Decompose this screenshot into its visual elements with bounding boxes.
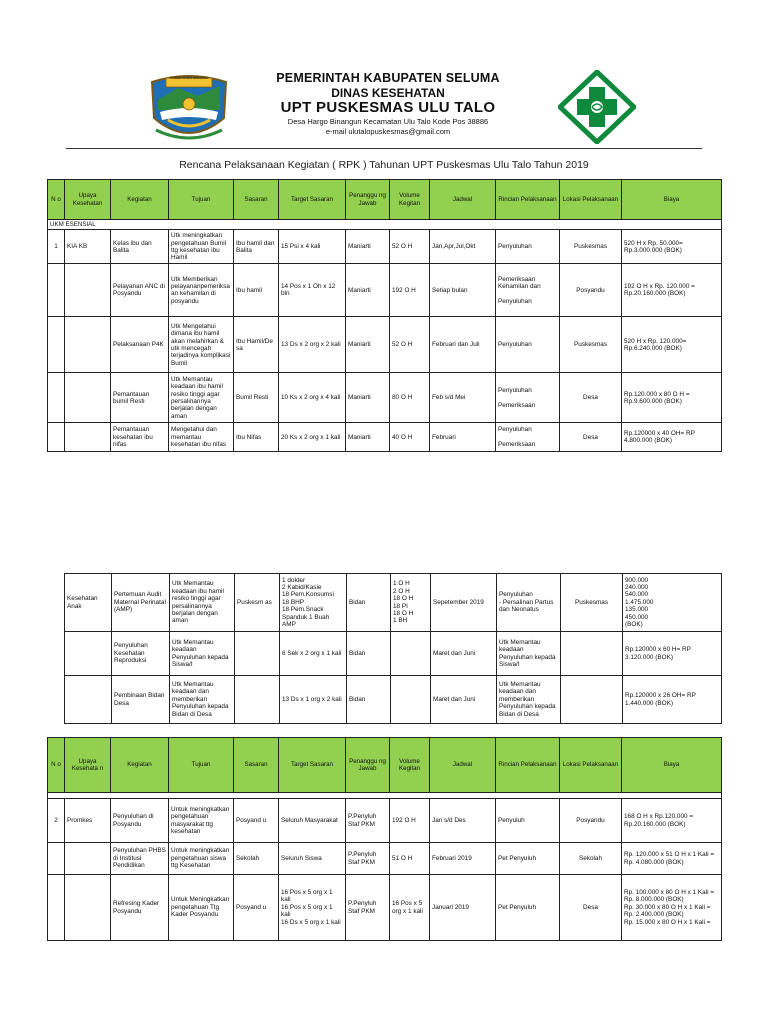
cell-lokasi: Puskesmas bbox=[560, 230, 622, 264]
cell-pj: Maniarti bbox=[346, 373, 390, 423]
column-header: Volume Kegitan bbox=[390, 180, 430, 220]
cell-no bbox=[48, 373, 65, 423]
cell-upaya bbox=[65, 373, 111, 423]
cell-target: 15 Psi x 4 kali bbox=[279, 230, 346, 264]
rpk-table-part3 bbox=[47, 737, 722, 941]
cell-sasaran: Posyand u bbox=[234, 799, 279, 843]
cell-kegiatan: Penyuluhan Kesehatan Reproduksi bbox=[112, 632, 170, 676]
cell-volume: 16 Pos x 5 org x 1 kali bbox=[390, 875, 430, 941]
column-header: Lokasi Pelaksanaan bbox=[560, 180, 622, 220]
cell-rincian: Utk Memantau keadaan Penyuluhan kepada Siswa/I bbox=[497, 632, 561, 676]
cell-pj: Bidan bbox=[347, 632, 391, 676]
cell-kegiatan: Pembinaan Bidan Desa bbox=[112, 676, 170, 724]
cell-target: 10 Ks x 2 org x 4 kali bbox=[279, 373, 346, 423]
cell-biaya: Rp.120000 x 60 H= RP 3.120.000 (BOK) bbox=[623, 632, 722, 676]
cell-tujuan: Utk Memantau keadaan ibu hamil resiko tinggi agar persalinannya berjalan dengan aman bbox=[169, 373, 234, 423]
cell-biaya: 520 H x Rp. 120.000= Rp.6.240.000 (BOK) bbox=[622, 317, 722, 373]
cell-target: 20 Ks x 2 org x 1 kali bbox=[279, 423, 346, 452]
cell-tujuan: Utk meningkatkan pengetahuan Bumil ttg kesehatan ibu Hamil bbox=[169, 230, 234, 264]
cell-jadwal: Maret dan Juni bbox=[431, 676, 497, 724]
cell-jadwal: Jan,Apr,Jul,Okt bbox=[430, 230, 496, 264]
column-header: Lokasi Pelaksanaan bbox=[560, 738, 622, 793]
table-header-row bbox=[48, 738, 722, 793]
cell-sasaran: Ibu Hamil/De sa bbox=[234, 317, 279, 373]
cell-lokasi: Puskesmas bbox=[560, 317, 622, 373]
cell-upaya bbox=[65, 423, 111, 452]
health-ministry-logo bbox=[558, 70, 636, 144]
table-row bbox=[65, 574, 722, 632]
section-row bbox=[48, 220, 722, 230]
table-row bbox=[48, 264, 722, 317]
column-header: Biaya bbox=[622, 738, 722, 793]
org-address: Desa Hargo Binangun Kecamatan Ulu Talo Kode Pos 38886 bbox=[287, 117, 489, 126]
cell-volume: 1 O H 2 O H 18 O H 18 PI 18 O H 1 BH bbox=[391, 574, 431, 632]
org-email: e-mail ulutalopuskesmas@gmail.com bbox=[325, 127, 451, 136]
cell-volume: 51 O H bbox=[390, 843, 430, 875]
cell-biaya: Rp. 100.000 x 80 O H x 1 Kali = Rp. 8.000.000 (BOK) Rp. 30.000 x 80 O H x 1 Kali = Rp. 2.400.000 (BOK) Rp. 15.000 x 80 O H x 1 Kali = bbox=[622, 875, 722, 941]
cell-lokasi: Posyandu bbox=[560, 799, 622, 843]
cell-pj: Bidan bbox=[347, 676, 391, 724]
cell-lokasi: Desa bbox=[560, 875, 622, 941]
cell-jadwal: Januari 2019 bbox=[430, 875, 496, 941]
column-header: N o bbox=[48, 180, 65, 220]
cell-kegiatan: Pemantauan kesehatan ibu nifas bbox=[111, 423, 169, 452]
cell-target: 13 Ds x 2 org x 2 kali bbox=[279, 317, 346, 373]
cell-upaya: Promkes bbox=[65, 799, 111, 843]
column-header: Tujuan bbox=[169, 738, 234, 793]
column-header: Target Sasaran bbox=[279, 180, 346, 220]
org-name-line1: PEMERINTAH KABUPATEN SELUMA bbox=[276, 71, 500, 85]
cell-biaya: Rp.120000 x 40 OH= RP 4.800.000 (BOK) bbox=[622, 423, 722, 452]
cell-upaya bbox=[65, 676, 112, 724]
cell-volume bbox=[391, 632, 431, 676]
cell-target: 16 Pos x 5 org x 1 kali 16 Pos x 5 org x 1 kali 16 Ds x 5 org x 1 kali bbox=[279, 875, 346, 941]
cell-jadwal: Maret dan Juni bbox=[431, 632, 497, 676]
cell-tujuan: Mengetahui dan memantau kesehatan ibu nifas bbox=[169, 423, 234, 452]
column-header: Sasaran bbox=[234, 738, 279, 793]
cell-pj: Maniarti bbox=[346, 317, 390, 373]
cell-rincian: Penyuluhan Pemeriksaan bbox=[496, 373, 560, 423]
cell-no bbox=[48, 317, 65, 373]
column-header: Sasaran bbox=[234, 180, 279, 220]
cell-lokasi: Sekolah bbox=[560, 843, 622, 875]
table-row bbox=[48, 799, 722, 843]
cell-no bbox=[48, 264, 65, 317]
cell-rincian: Utk Memantau keadaan dan memberikan Penyuluhan kepada Bidan di Desa bbox=[497, 676, 561, 724]
cell-no: 2 bbox=[48, 799, 65, 843]
cell-biaya: 520 H x Rp. 50.000= Rp.3.000.000 (BOK) bbox=[622, 230, 722, 264]
cell-no: 1 bbox=[48, 230, 65, 264]
cell-upaya bbox=[65, 264, 111, 317]
column-header: Kegiatan bbox=[111, 738, 169, 793]
cell-rincian: Pemeriksaan Kehamilan dan Penyuluhan bbox=[496, 264, 560, 317]
column-header: N o bbox=[48, 738, 65, 793]
cell-upaya bbox=[65, 843, 111, 875]
cell-volume bbox=[391, 676, 431, 724]
cell-tujuan: Utk Mengetahui dimana ibu hamil akan melahirkan & utk mencegah terjadinya komplikasi Bumil bbox=[169, 317, 234, 373]
cell-target: 13 Ds x 1 org x 2 kali bbox=[280, 676, 347, 724]
table-row bbox=[65, 632, 722, 676]
cell-jadwal: Feb s/d Mei bbox=[430, 373, 496, 423]
cell-sasaran: Posyand u bbox=[234, 875, 279, 941]
document-title: Rencana Pelaksanaan Kegiatan ( RPK ) Tahunan UPT Puskesmas Ulu Talo Tahun 2019 bbox=[179, 159, 589, 171]
cell-rincian: Penyuluhan bbox=[496, 230, 560, 264]
column-header: Upaya Kesehatan bbox=[65, 180, 111, 220]
column-header: Jadwal bbox=[430, 738, 496, 793]
cell-volume: 52 O H bbox=[390, 230, 430, 264]
cell-upaya bbox=[65, 317, 111, 373]
cell-lokasi: Puskesmas bbox=[561, 574, 623, 632]
logo-caption: KABUPATEN SELUMA bbox=[169, 76, 209, 80]
cell-lokasi bbox=[561, 676, 623, 724]
cell-biaya: 168 O H x Rp.120.000 = Rp.20.160.000 (BOK) bbox=[622, 799, 722, 843]
cell-tujuan: Untuk meningkatkan pengetahuan masyarakat ttg kesehatan bbox=[169, 799, 234, 843]
column-header: Rincian Pelaksanaan bbox=[496, 738, 560, 793]
cell-rincian: Penyuluh bbox=[496, 799, 560, 843]
cell-tujuan: Utk Memantau keadaan ibu hamil resiko tinggi agar persalinannya berjalan dengan aman bbox=[170, 574, 235, 632]
cell-jadwal: Jan s/d Des bbox=[430, 799, 496, 843]
cell-sasaran: Ibu Nifas bbox=[234, 423, 279, 452]
cell-no bbox=[48, 423, 65, 452]
cell-pj: Bidan bbox=[347, 574, 391, 632]
cell-jadwal: Februari dan Juli bbox=[430, 317, 496, 373]
cell-lokasi: Posyandu bbox=[560, 264, 622, 317]
cell-upaya: Kesehatan Anak bbox=[65, 574, 112, 632]
cell-rincian: Pet Penyuluh bbox=[496, 843, 560, 875]
cell-rincian: Penyuluhan - Persalinan Partus dan Neonatus bbox=[497, 574, 561, 632]
seluma-regency-logo bbox=[148, 74, 230, 146]
header-divider bbox=[66, 148, 702, 149]
cell-lokasi: Desa bbox=[560, 373, 622, 423]
section-label: UKM ESENSIAL bbox=[48, 220, 722, 230]
cell-no bbox=[48, 843, 65, 875]
cell-no bbox=[48, 875, 65, 941]
cell-sasaran: Bumil Resti bbox=[234, 373, 279, 423]
table-row bbox=[48, 875, 722, 941]
cell-pj: Maniarti bbox=[346, 264, 390, 317]
cell-upaya bbox=[65, 875, 111, 941]
cell-pj: P.Penyluh Staf PKM bbox=[346, 875, 390, 941]
cell-pj: Maniarti bbox=[346, 230, 390, 264]
cell-volume: 52 O H bbox=[390, 317, 430, 373]
table-row bbox=[48, 230, 722, 264]
cell-tujuan: Untuk meningkatkan pengetahuan siswa ttg Kesehatan bbox=[169, 843, 234, 875]
cell-target: Seluruh Masyarakat bbox=[279, 799, 346, 843]
cell-volume: 80 O H bbox=[390, 373, 430, 423]
cell-kegiatan: Penyuluhan PHBS di Institusi Pendidikan bbox=[111, 843, 169, 875]
cell-biaya: Rp.120.000 x 80 O H = Rp.9.600.000 (BOK) bbox=[622, 373, 722, 423]
org-name-line3: UPT PUSKESMAS ULU TALO bbox=[280, 99, 496, 116]
cell-volume: 192 O H bbox=[390, 264, 430, 317]
cell-upaya bbox=[65, 632, 112, 676]
cell-lokasi: Desa bbox=[560, 423, 622, 452]
table-row bbox=[48, 843, 722, 875]
cell-biaya: 192 O H x Rp. 120.000 = Rp.20.160.000 (BOK) bbox=[622, 264, 722, 317]
cell-kegiatan: Pertemuan Audit Maternal Perinatal (AMP) bbox=[112, 574, 170, 632]
table-header-row bbox=[48, 180, 722, 220]
cell-jadwal: Sepetember 2019 bbox=[431, 574, 497, 632]
column-header: Biaya bbox=[622, 180, 722, 220]
cell-sasaran: Ibu hamil bbox=[234, 264, 279, 317]
cell-sasaran: Ibu hamil dan Balita bbox=[234, 230, 279, 264]
cell-target: Seluruh Siswa bbox=[279, 843, 346, 875]
cell-rincian: Penyuluhan bbox=[496, 317, 560, 373]
cell-kegiatan: Pelayanan ANC di Posyandu bbox=[111, 264, 169, 317]
cell-target: 1 dokter 2 Kabid/Kasie 18 Pem.Konsumsi 18 BHP 18 Pem.Snack Spanduk 1 Buah AMP bbox=[280, 574, 347, 632]
cell-sasaran bbox=[235, 632, 280, 676]
cell-biaya: 900.000 240.000 540.000 1.475.000 135.000 450.000 (BOK) bbox=[623, 574, 722, 632]
rpk-table-part2 bbox=[64, 573, 722, 724]
cell-sasaran: Puskesm as bbox=[235, 574, 280, 632]
column-header: Target Sasaran bbox=[279, 738, 346, 793]
cell-sasaran bbox=[235, 676, 280, 724]
column-header: Kegiatan bbox=[111, 180, 169, 220]
cell-upaya: KIA KB bbox=[65, 230, 111, 264]
cell-kegiatan: Pemantauan bumil Resti bbox=[111, 373, 169, 423]
cell-target: 6 Sek x 2 org x 1 kali bbox=[280, 632, 347, 676]
cell-target: 14 Pos x 1 Oh x 12 bln bbox=[279, 264, 346, 317]
table-row bbox=[48, 317, 722, 373]
cell-kegiatan: Penyuluhan di Posyandu bbox=[111, 799, 169, 843]
cell-biaya: Rp. 120.000 x 51 O H x 1 Kali = Rp. 4.080.000 (BOK) bbox=[622, 843, 722, 875]
cell-kegiatan: Pelaksanaan P4K bbox=[111, 317, 169, 373]
table-row bbox=[48, 373, 722, 423]
column-header: Penanggu ng Jawab bbox=[346, 738, 390, 793]
column-header: Upaya Kesehata n bbox=[65, 738, 111, 793]
column-header: Penanggu ng Jawab bbox=[346, 180, 390, 220]
column-header: Rincian Pelaksanaan bbox=[496, 180, 560, 220]
cell-jadwal: Februari bbox=[430, 423, 496, 452]
rpk-table-part1 bbox=[47, 179, 722, 452]
cell-pj: P.Penyluh Staf PKM bbox=[346, 799, 390, 843]
cell-jadwal: Februari 2019 bbox=[430, 843, 496, 875]
cell-tujuan: Utk Memantau keadaan Penyuluhan kepada Siswa/I bbox=[170, 632, 235, 676]
cell-biaya: Rp.120000 x 26 OH= RP 1.440.000 (BOK) bbox=[623, 676, 722, 724]
cell-tujuan: Utk Memberikan pelayananpemeriksaan kehamilan di posyandu bbox=[169, 264, 234, 317]
cell-kegiatan: Kelas ibu dan Balita bbox=[111, 230, 169, 264]
column-header: Tujuan bbox=[169, 180, 234, 220]
cell-jadwal: Setiap bulan bbox=[430, 264, 496, 317]
org-name-line2: DINAS KESEHATAN bbox=[331, 86, 445, 100]
cell-volume: 40 O H bbox=[390, 423, 430, 452]
cell-tujuan: Utk Memantau keadaan dan memberikan Penyuluhan kepada Bidan di Desa bbox=[170, 676, 235, 724]
column-header: Volume Kegitan bbox=[390, 738, 430, 793]
cell-kegiatan: Refresing Kader Posyandu bbox=[111, 875, 169, 941]
cell-pj: Maniarti bbox=[346, 423, 390, 452]
cell-lokasi bbox=[561, 632, 623, 676]
cell-tujuan: Untuk Meningkatkan pengetahuan Ttg Kader Posyandu bbox=[169, 875, 234, 941]
column-header: Jadwal bbox=[430, 180, 496, 220]
cell-rincian: Penyuluhan Pemeriksaan bbox=[496, 423, 560, 452]
cell-pj: P.Penyluh Staf PKM bbox=[346, 843, 390, 875]
cell-rincian: Pet Penyuluh bbox=[496, 875, 560, 941]
table-row bbox=[65, 676, 722, 724]
cell-sasaran: Sekolah bbox=[234, 843, 279, 875]
table-row bbox=[48, 423, 722, 452]
cell-volume: 192 O H bbox=[390, 799, 430, 843]
